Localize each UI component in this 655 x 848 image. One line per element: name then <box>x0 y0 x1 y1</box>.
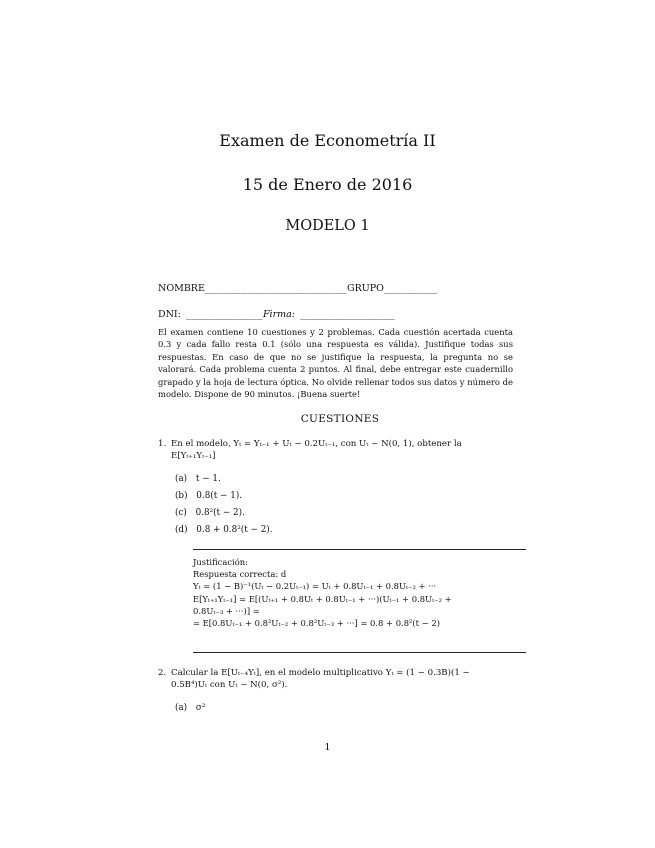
page-number: 1 <box>324 742 331 753</box>
option-text: 0.8²(t − 2). <box>195 508 245 518</box>
question-1-justification <box>193 556 533 629</box>
question-1-option-b[interactable] <box>175 491 242 501</box>
question-1-number: 1. <box>158 439 167 449</box>
question-2-option-a[interactable] <box>175 703 205 713</box>
question-2-line-1: Calcular la E[Uₜ₋₄Yₜ], en el modelo multiplicativo Yₜ = (1 − 0.3B)(1 − <box>171 668 470 678</box>
justification-line-4: = E[0.8Uₜ₋₁ + 0.8²Uₜ₋₂ + 0.8²Uₜ₋₃ + ···] = 0.8 + 0.8²(t − 2) <box>193 618 440 629</box>
option-label: (c) <box>175 508 187 518</box>
dni-row <box>158 302 395 321</box>
option-text: 0.8(t − 1). <box>196 491 243 501</box>
justification-bottom-rule <box>193 652 526 653</box>
question-2-line-2: 0.5B⁴)Uₜ con Uₜ ~ N(0, σ²). <box>171 680 288 691</box>
option-label: (a) <box>175 474 188 484</box>
justification-top-rule <box>193 549 526 550</box>
signature-field[interactable]: ________________ <box>300 309 395 320</box>
exam-title: Examen de Econometría II <box>219 131 436 150</box>
dni-label: DNI: <box>158 309 181 320</box>
option-label: (d) <box>175 525 188 535</box>
name-field[interactable]: ________________________ <box>204 283 347 294</box>
justification-line-1: Yₜ = (1 − B)⁻¹(Uₜ − 0.2Uₜ₋₁) = Uₜ + 0.8Uₜ₋₁ + 0.8Uₜ₋₂ + ··· <box>193 581 437 592</box>
option-text: σ² <box>195 703 206 713</box>
question-1-line-2: E[Yₜ₊₁Yₜ₋₁] <box>171 451 216 462</box>
question-1-option-a[interactable] <box>175 474 221 484</box>
group-label: GRUPO <box>346 283 384 294</box>
question-1-option-d[interactable] <box>175 525 273 535</box>
dni-field[interactable]: _____________ <box>185 309 263 320</box>
justification-line-2: E[Yₜ₊₁Yₜ₋₁] = E[(Uₜ₊₁ + 0.8Uₜ + 0.8Uₜ₋₁ + ···)(Uₜ₋₁ + 0.8Uₜ₋₂ + <box>193 593 452 604</box>
group-field[interactable]: _________ <box>383 283 438 294</box>
justification-heading: Justificación: <box>193 557 248 567</box>
question-1-text <box>171 438 516 463</box>
question-1-option-c[interactable] <box>175 508 245 518</box>
section-title: CUESTIONES <box>300 413 380 425</box>
exam-model: MODELO 1 <box>285 218 370 234</box>
option-text: 0.8 + 0.8²(t − 2). <box>196 525 273 535</box>
name-row <box>158 276 437 295</box>
question-2-number: 2. <box>158 668 167 678</box>
question-1-line-1: En el modelo, Yₜ = Yₜ₋₁ + Uₜ − 0.2Uₜ₋₁, con Uₜ ~ N(0, 1), obtener la <box>171 439 462 449</box>
justification-answer: Respuesta correcta: d <box>193 569 287 580</box>
question-2-text <box>171 667 516 692</box>
exam-date: 15 de Enero de 2016 <box>242 175 413 194</box>
option-label: (a) <box>175 703 188 713</box>
instructions-paragraph: El examen contiene 10 cuestiones y 2 problemas. Cada cuestión acertada cuenta 0.3 y cada fallo resta 0.1 (sólo una respuesta es válida). Justifique todas sus respuestas. En caso de que no se justifique la respuesta, la pregunta no se valorará. Cada problema cuenta 2 puntos. Al final, debe entregar este cuadernillo grapado y la hoja de lectura óptica. No olvide rellenar todos sus datos y número de modelo. Dispone de 90 minutos. ¡Buena suerte! <box>158 327 513 400</box>
justification-line-3: 0.8Uₜ₋₃ + ···)] = <box>193 605 260 616</box>
name-label: NOMBRE <box>158 283 205 294</box>
option-text: t − 1. <box>195 474 221 484</box>
option-label: (b) <box>175 491 188 501</box>
signature-label: Firma: <box>262 309 295 320</box>
